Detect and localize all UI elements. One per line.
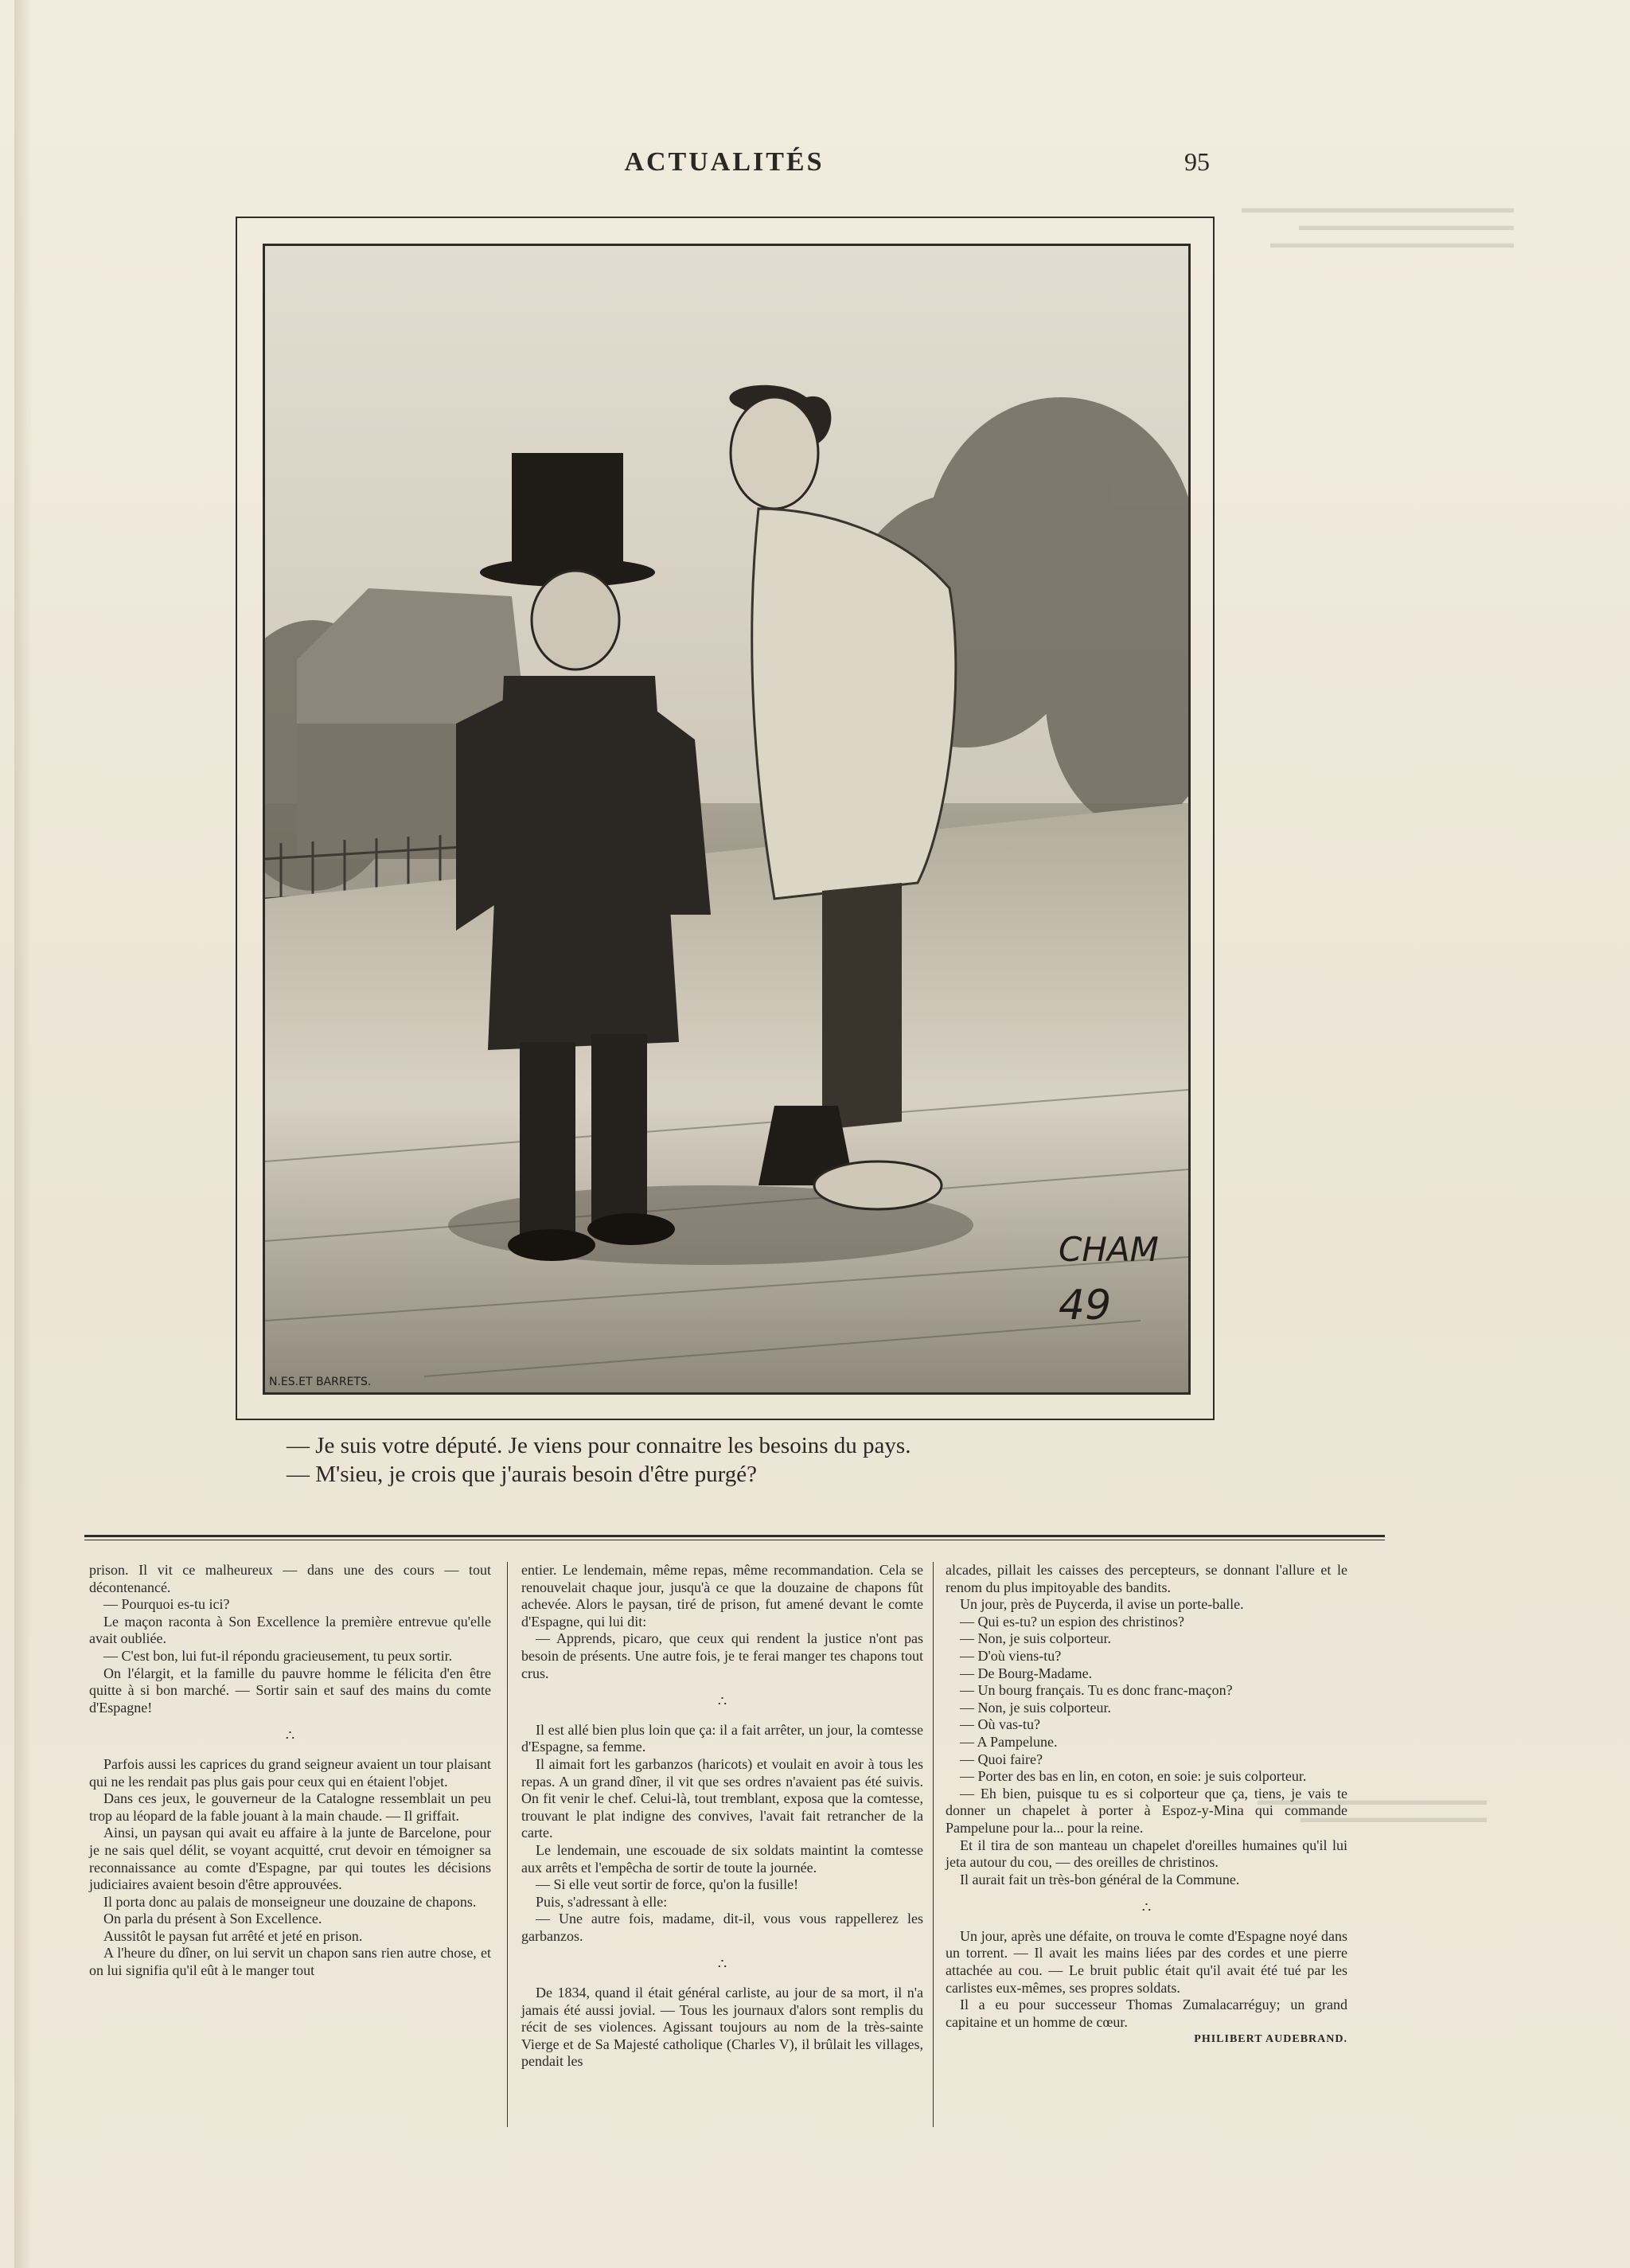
paragraph: — Non, je suis colporteur. bbox=[960, 1699, 1111, 1716]
section-title: ACTUALITÉS bbox=[624, 147, 825, 177]
paragraph: — Apprends, picaro, que ceux qui rendent la justice n'ont pas besoin de présents. Une autre fois, je te ferai manger tes chapons tout crus. bbox=[521, 1630, 923, 1681]
section-separator: ∴ bbox=[717, 1693, 727, 1710]
paragraph: Le lendemain, une escouade de six soldats maintint la comtesse aux arrêts et l'empêcha de sortir de toute la journée. bbox=[521, 1841, 923, 1876]
caption-line-1: — Je suis votre député. Je viens pour connaitre les besoins du pays. bbox=[287, 1433, 911, 1458]
paragraph: — Quoi faire? bbox=[960, 1751, 1043, 1767]
road bbox=[265, 803, 1188, 1392]
paragraph: Il porta donc au palais de monseigneur une douzaine de chapons. bbox=[103, 1893, 477, 1910]
section-separator: ∴ bbox=[717, 1956, 727, 1973]
paragraph: Et il tira de son manteau un chapelet d'oreilles humaines qu'il lui jeta autour du cou, — des oreilles de christinos. bbox=[946, 1837, 1347, 1871]
column-divider bbox=[933, 1562, 934, 2127]
show-through-text: ▬▬▬▬▬▬▬▬▬▬▬▬▬▬▬▬ ▬▬▬▬▬▬▬▬▬▬▬▬▬ bbox=[1258, 1792, 1487, 1825]
paragraph: Il est allé bien plus loin que ça: il a fait arrêter, un jour, la comtesse d'Espagne, sa femme. bbox=[521, 1721, 923, 1755]
paragraph: On parla du présent à Son Excellence. bbox=[103, 1911, 322, 1927]
paragraph: prison. Il vit ce malheureux — dans une des cours — tout décontenancé. bbox=[89, 1562, 491, 1595]
paragraph: — Porter des bas en lin, en coton, en soie: je suis colporteur. bbox=[960, 1768, 1307, 1785]
paragraph: De 1834, quand il était général carliste, au jour de sa mort, il n'a jamais été aussi jovial. — Tous les journaux d'alors sont remplis du récit de ses violences. Agissant toujours au nom de la très-sainte Vierge et de Sa Majesté catholique (Charles V), il brûlait les villages, pendait les bbox=[521, 1985, 923, 2070]
paragraph: Le maçon raconta à Son Excellence la première entrevue qu'elle avait oubliée. bbox=[89, 1613, 491, 1647]
paragraph: Il aimait fort les garbanzos (haricots) et voulait en avoir à tous les repas. A un grand dîner, il vit que ses ordres n'avaient pas été suivis. On fit venir le chef. Celui-là, tout tremblant, exposa que la comtesse, trouvant le plat indigne des convives, l'avait fait retrancher de la carte. bbox=[521, 1755, 923, 1841]
paragraph: entier. Le lendemain, même repas, même recommandation. Cela se renouvelait chaque jour, jusqu'à ce que la douzaine de chapons fût achevée. Alors le paysan, tiré de prison, fut amené devant le comte d'Espagne, qui lui dit: bbox=[521, 1562, 923, 1630]
paragraph: Il aurait fait un très-bon général de la Commune. bbox=[960, 1871, 1240, 1887]
paragraph: — Qui es-tu? un espion des christinos? bbox=[960, 1613, 1184, 1630]
paragraph: — Eh bien, puisque tu es si colporteur que ça, tiens, je vais te donner un chapelet à porter à Espoz-y-Mina qui commande Pampelune pour la... pour la reine. bbox=[946, 1785, 1347, 1836]
article-column-3 bbox=[946, 1562, 1347, 2048]
artist-signature-year: 49 bbox=[1059, 1282, 1112, 1329]
paragraph: A l'heure du dîner, on lui servit un chapon sans rien autre chose, et on lui signifia qu'il eût à le manger tout bbox=[89, 1945, 491, 1979]
show-through-text: ▬▬▬▬▬▬▬▬▬▬▬▬▬▬▬▬▬▬▬ ▬▬▬▬▬▬▬▬▬▬▬▬▬▬▬ ▬▬▬▬▬▬▬▬▬▬▬▬▬▬▬▬▬ bbox=[1242, 200, 1514, 251]
paragraph: Puis, s'adressant à elle: bbox=[536, 1893, 668, 1910]
paragraph: Parfois aussi les caprices du grand seigneur avaient un tour plaisant qui ne les rendait pas plus gais pour ceux qui en étaient l'objet. bbox=[89, 1755, 491, 1790]
paragraph: — Où vas-tu? bbox=[960, 1716, 1040, 1733]
column-divider bbox=[507, 1562, 508, 2127]
page-header bbox=[231, 147, 1210, 187]
paragraph: On l'élargit, et la famille du pauvre homme le félicita d'en être quitte à si bon marché. — Sortir sain et sauf des mains du comte d'Espagne! bbox=[89, 1665, 491, 1716]
paragraph: — Si elle veut sortir de force, qu'on la fusille! bbox=[536, 1876, 799, 1893]
paragraph: Ainsi, un paysan qui avait eu affaire à la junte de Barcelone, pour je ne sais quel délit, se voyant acquitté, crut devoir en témoigner sa reconnaissance au comte d'Espagne, par qui toutes les décisions judiciaires avaient besoin d'être approuvées. bbox=[89, 1825, 491, 1893]
author-signature: PHILIBERT AUDEBRAND. bbox=[1194, 2033, 1347, 2046]
paragraph: — A Pampelune. bbox=[960, 1733, 1058, 1750]
paragraph: — C'est bon, lui fut-il répondu gracieusement, tu peux sortir. bbox=[103, 1647, 453, 1664]
lithograph-drawing bbox=[265, 246, 1188, 1392]
paragraph: Dans ces jeux, le gouverneur de la Catalogne ressemblait un peu trop au léopard de la fable jouant à la main chaude. — Il griffait. bbox=[89, 1790, 491, 1824]
paragraph: — D'où viens-tu? bbox=[960, 1647, 1062, 1664]
page-number: 95 bbox=[1184, 147, 1210, 176]
paragraph: — Non, je suis colporteur. bbox=[960, 1630, 1111, 1647]
paragraph: Aussitôt le paysan fut arrêté et jeté en prison. bbox=[103, 1927, 363, 1944]
illustration-caption bbox=[287, 1431, 1242, 1489]
section-separator: ∴ bbox=[285, 1727, 295, 1744]
section-separator: ∴ bbox=[1141, 1899, 1152, 1916]
paragraph: Un jour, près de Puycerda, il avise un porte-balle. bbox=[960, 1596, 1244, 1613]
article-column-1 bbox=[89, 1562, 491, 1980]
paragraph: Il a eu pour successeur Thomas Zumalacarréguy; un grand capitaine et un homme de cœur. bbox=[946, 1997, 1347, 2030]
paragraph: Un jour, après une défaite, on trouva le comte d'Espagne noyé dans un torrent. — Il avait les mains liées par des cordes et une pierre attachée au cou. — Le bruit public était qu'il avait été tué par les carlistes eux-mêmes, ses propres soldats. bbox=[946, 1927, 1347, 1996]
artist-signature: CHAM bbox=[1059, 1230, 1159, 1269]
engraver-credit: N.ES.ET BARRETS. bbox=[269, 1376, 372, 1388]
paragraph: — Une autre fois, madame, dit-il, vous vous rappellerez les garbanzos. bbox=[521, 1911, 923, 1944]
article-column-2 bbox=[521, 1562, 923, 2071]
paragraph: — De Bourg-Madame. bbox=[960, 1665, 1093, 1681]
section-rule bbox=[84, 1535, 1385, 1537]
page-fold-shadow bbox=[14, 0, 32, 2268]
paragraph: — Pourquoi es-tu ici? bbox=[103, 1596, 230, 1613]
caption-line-2: — M'sieu, je crois que j'aurais besoin d'être purgé? bbox=[287, 1462, 757, 1487]
paragraph: — Un bourg français. Tu es donc franc-maçon? bbox=[960, 1682, 1233, 1699]
paragraph: alcades, pillait les caisses des percepteurs, se donnant l'allure et le renom du plus impitoyable des bandits. bbox=[946, 1562, 1347, 1595]
lithograph-illustration bbox=[263, 244, 1191, 1395]
